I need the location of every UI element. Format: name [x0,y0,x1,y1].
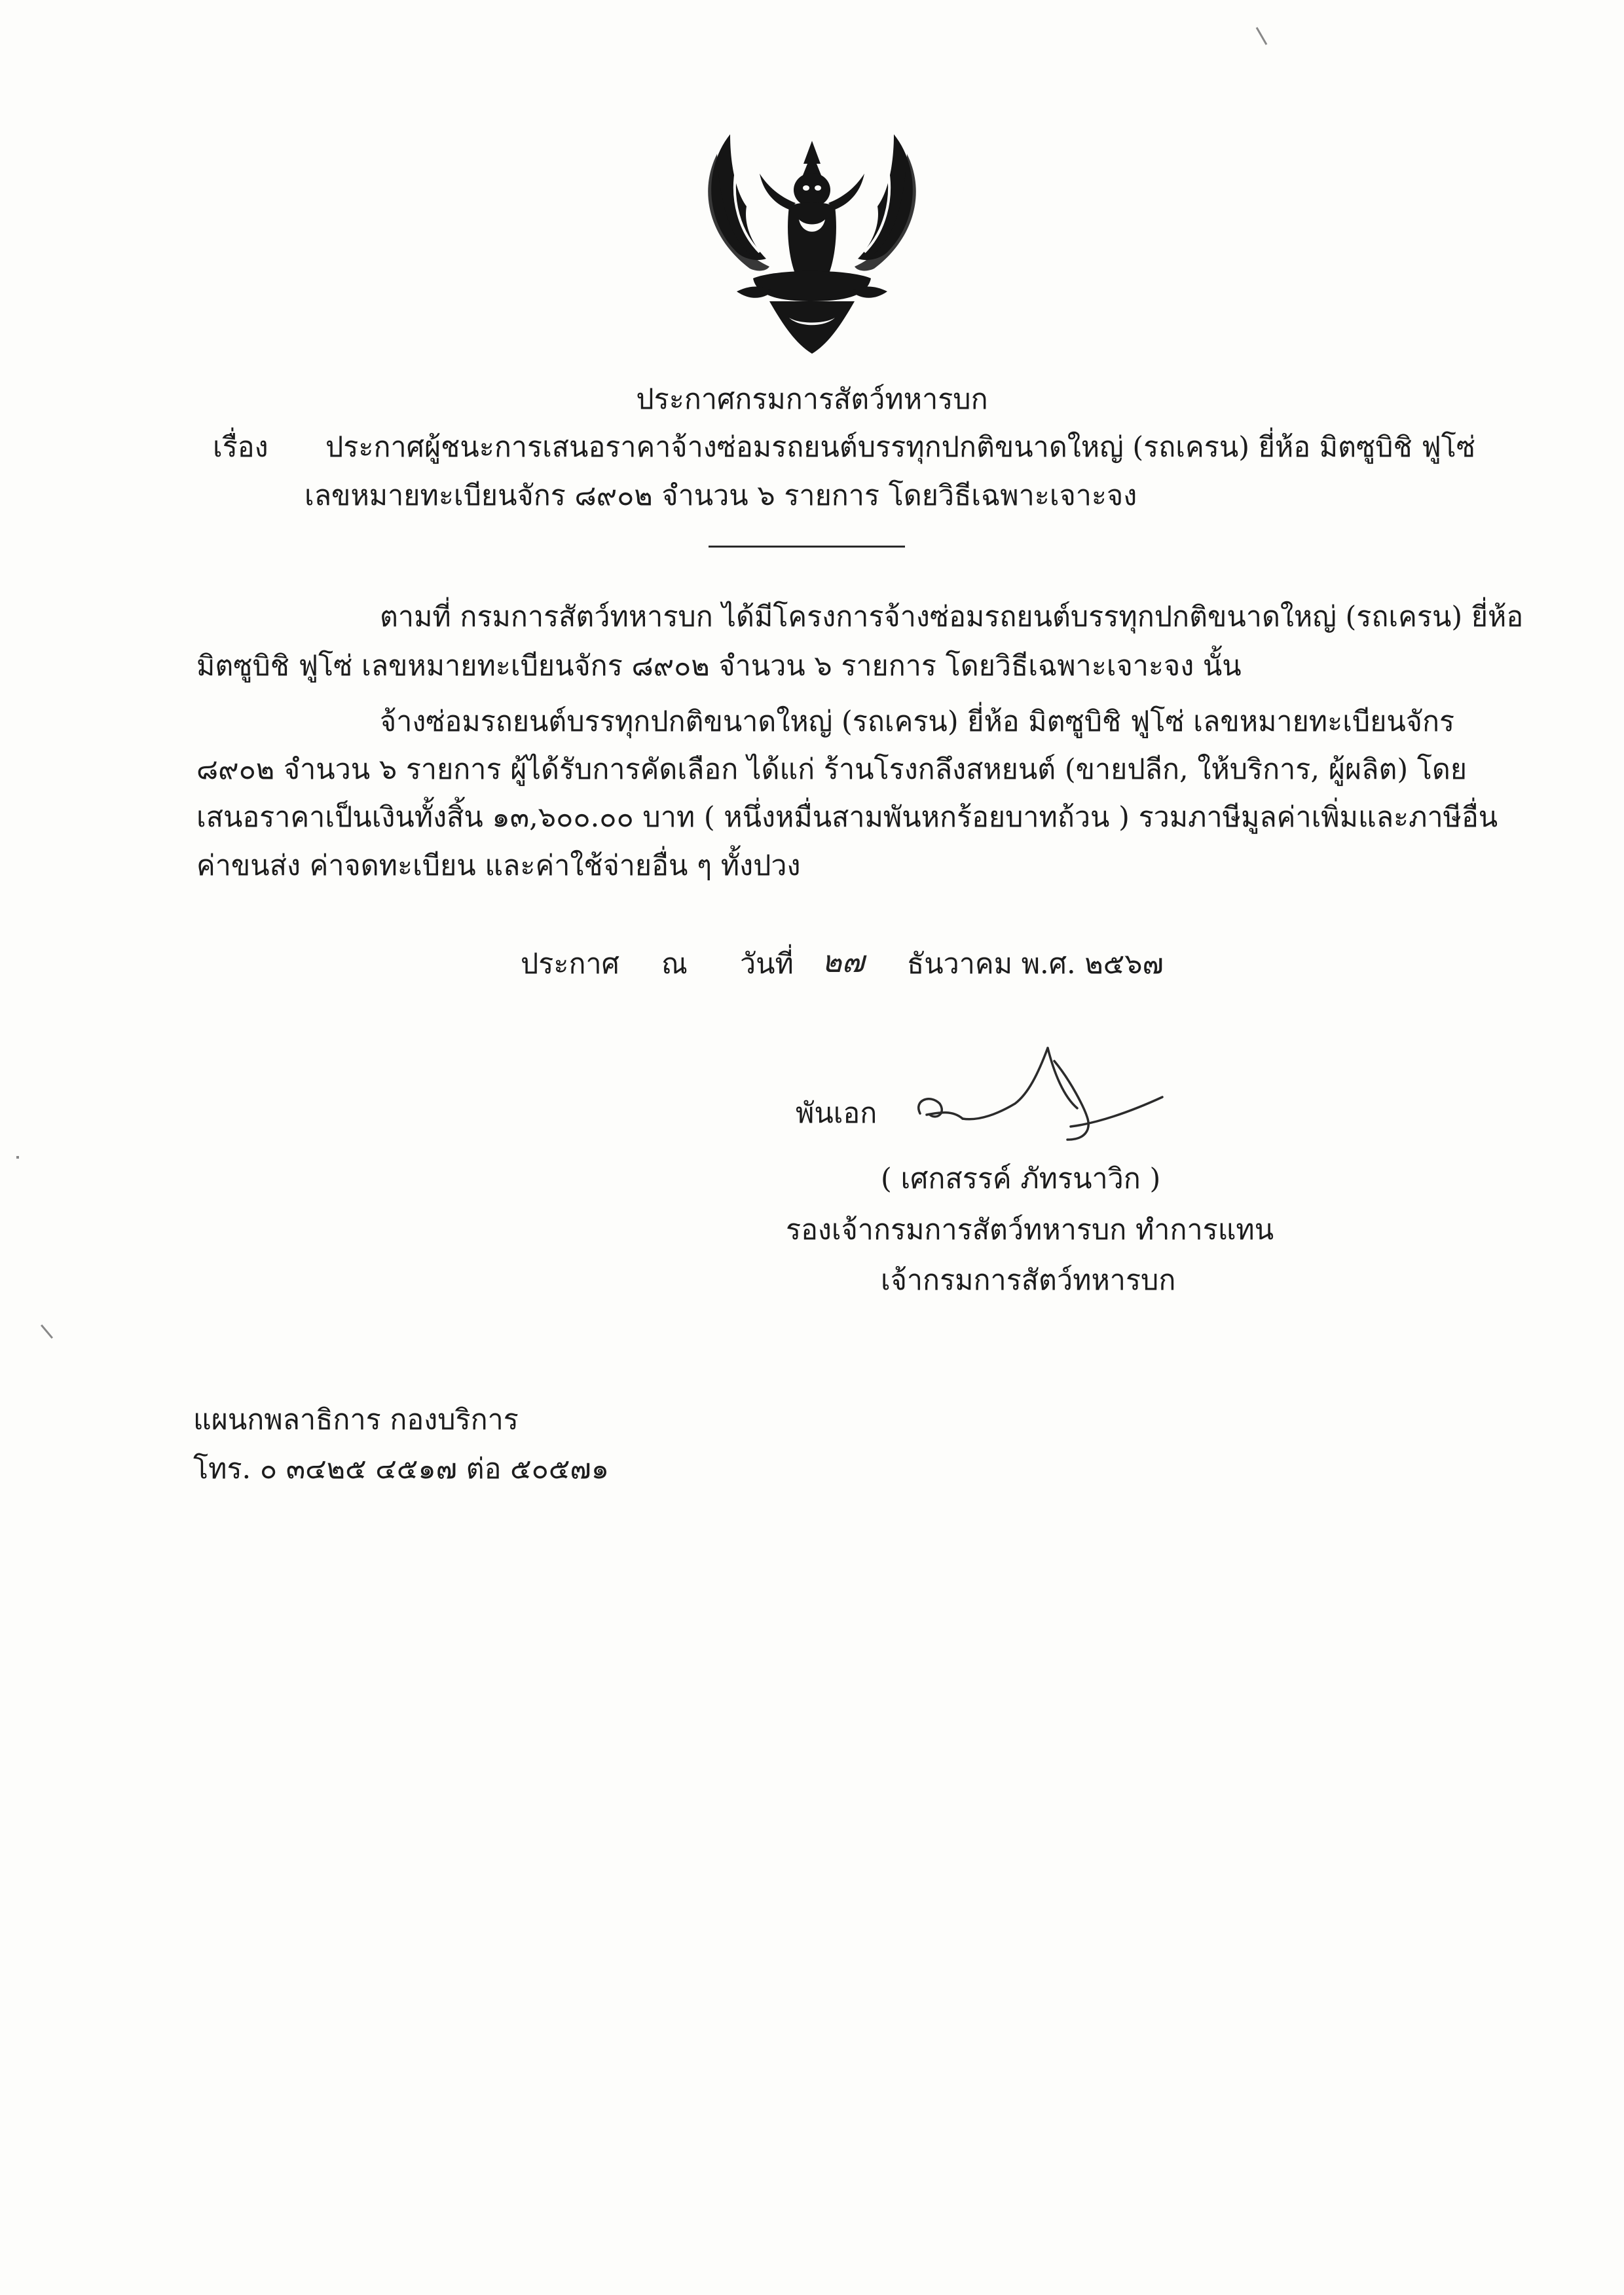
scan-mark [1256,27,1268,45]
title-divider [709,546,905,548]
garuda-emblem-icon [691,128,933,357]
announcement-title: ประกาศกรมการสัตว์ทหารบก [636,383,988,416]
subject-line-1: ประกาศผู้ชนะการเสนอราคาจ้างซ่อมรถยนต์บรรทุกปกติขนาดใหญ่ (รถเครน) ยี่ห้อ มิตซูบิชิ ฟูโซ่ [325,431,1476,464]
handwritten-signature [900,1035,1215,1156]
body-line-3: จ้างซ่อมรถยนต์บรรทุกปกติขนาดใหญ่ (รถเครน) ยี่ห้อ มิตซูบิชิ ฟูโซ่ เลขหมายทะเบียนจักร [380,705,1455,738]
signer-position-2: เจ้ากรมการสัตว์ทหารบก [881,1264,1176,1297]
scan-mark [41,1324,53,1339]
date-day-label: วันที่ [740,948,794,980]
footer-department: แผนกพลาธิการ กองบริการ [193,1404,519,1436]
date-at: ณ [661,948,688,980]
signer-name: ( เศกสรรค์ ภัทรนาวิก ) [881,1163,1161,1195]
scan-mark [16,1156,19,1159]
signer-position-1: รองเจ้ากรมการสัตว์ทหารบก ทำการแทน [786,1214,1274,1246]
body-line-2: มิตซูบิชิ ฟูโซ่ เลขหมายทะเบียนจักร ๘๙๐๒ จำนวน ๖ รายการ โดยวิธีเฉพาะเจาะจง นั้น [196,650,1242,682]
date-day-handwritten: ๒๗ [822,944,864,979]
signer-rank: พันเอก [796,1097,877,1130]
footer-phone: โทร. ๐ ๓๔๒๕ ๔๕๑๗ ต่อ ๕๐๕๗๑ [193,1453,610,1485]
body-line-1: ตามที่ กรมการสัตว์ทหารบก ได้มีโครงการจ้างซ่อมรถยนต์บรรทุกปกติขนาดใหญ่ (รถเครน) ยี่ห้อ [380,601,1524,633]
body-line-5: เสนอราคาเป็นเงินทั้งสิ้น ๑๓,๖๐๐.๐๐ บาท ( หนึ่งหมื่นสามพันหกร้อยบาทถ้วน ) รวมภาษีมูลค่าเพิ่มและภาษีอื่น [196,801,1498,834]
body-line-6: ค่าขนส่ง ค่าจดทะเบียน และค่าใช้จ่ายอื่น ๆ ทั้งปวง [196,849,801,882]
date-month-year: ธันวาคม พ.ศ. ๒๕๖๗ [907,948,1164,980]
subject-line-2: เลขหมายทะเบียนจักร ๘๙๐๒ จำนวน ๖ รายการ โดยวิธีเฉพาะเจาะจง [304,479,1137,512]
body-line-4: ๘๙๐๒ จำนวน ๖ รายการ ผู้ได้รับการคัดเลือก ได้แก่ ร้านโรงกลึงสหยนต์ (ขายปลีก, ให้บริการ, ผู้ผลิต) โดย [196,753,1467,786]
date-label: ประกาศ [521,948,619,980]
subject-label: เรื่อง [213,431,268,464]
